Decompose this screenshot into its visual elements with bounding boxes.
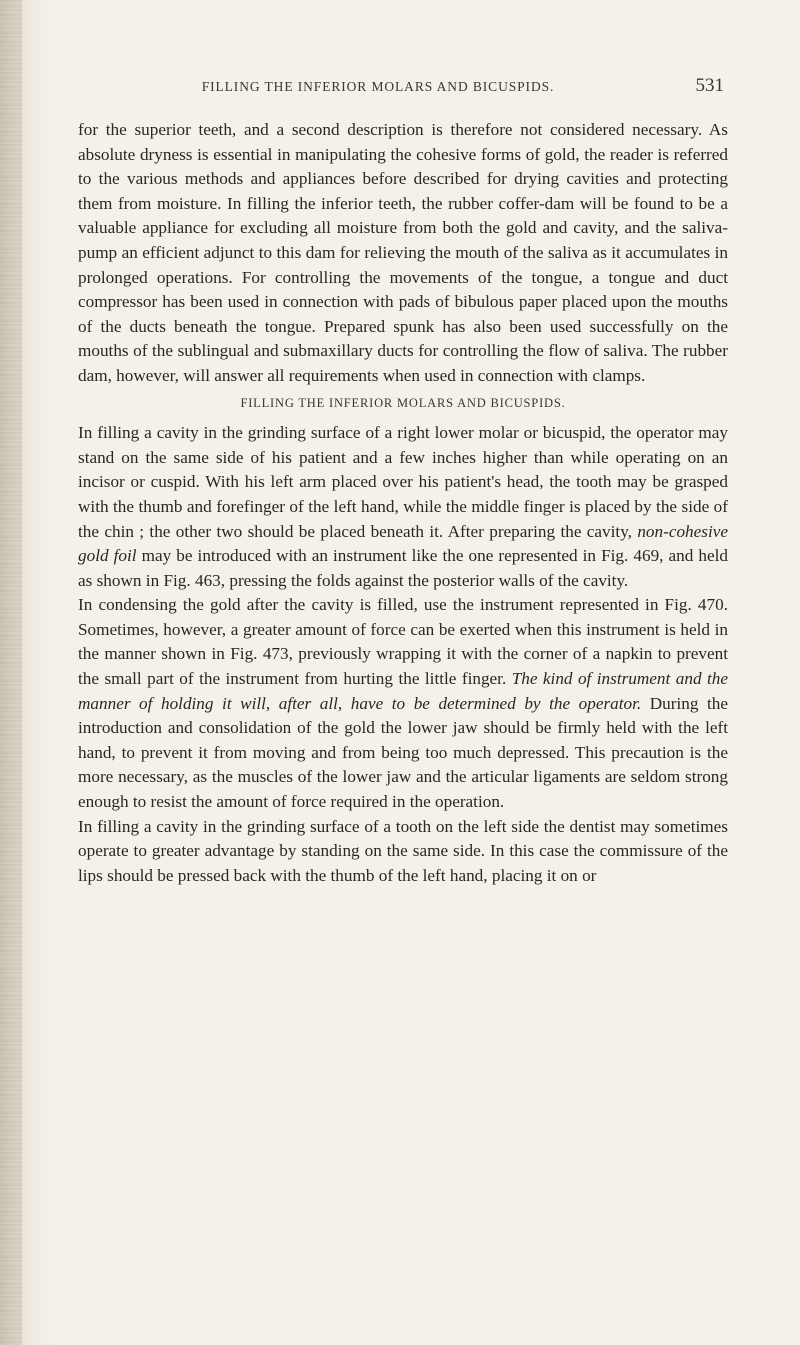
paragraph-1: for the superior teeth, and a second description is therefore not considered necessary. As absolute dryness is essential in manipulating the cohesive forms of gold, the reader is referred to the various methods and appliances before described for drying cavities and protecting them from moisture. In filling the inferior teeth, the rubber coffer-dam will be found to be a valuable appliance for excluding all moisture from both the gold and cavity, and the saliva-pump an efficient adjunct to this dam for relieving the mouth of the saliva as it accumulates in prolonged operations. For controlling the movements of the tongue, a tongue and duct compressor has been used in connection with pads of bibulous paper placed upon the mouths of the ducts beneath the tongue. Prepared spunk has also been used successfully on the mouths of the sublingual and submaxillary ducts for controlling the flow of saliva. The rubber dam, however, will answer all requirements when used in connection with clamps. [78,120,728,385]
paragraph-3-text-b: During the introduction and consolidation of the gold the lower jaw should be firmly held with the left hand, to prevent it from moving and from being too much depressed. This precaution is the more necessary, as the muscles of the lower jaw and the articular ligaments are seldom strong enough to resist the amount of force required in the operation. [78,693,728,812]
paragraph-2-text-b: may be introduced with an instrument like the one represented in Fig. 469, and held as shown in Fig. 463, pressing the folds against the posterior walls of the cavity. [78,546,728,590]
page-header [88,76,724,102]
paragraph-3-text-a: In condensing the gold after the cavity is filled, use the instrument represented in Fig. 470. Sometimes, however, a greater amount of force can be exerted when this instrument is held in the manner shown in Fig. 473, previously wrapping it with the corner of a napkin to prevent the small part of the instrument from hurting the little finger. [78,595,728,689]
page-number: 531 [695,75,724,96]
body-text [78,118,728,888]
paragraph-3 [78,593,728,814]
section-heading: FILLING THE INFERIOR MOLARS AND BICUSPIDS. [240,395,566,410]
paragraph-2 [78,421,728,593]
binding-gutter [0,0,22,1345]
running-head: FILLING THE INFERIOR MOLARS AND BICUSPIDS. [201,79,555,94]
paragraph-3-emphasis: The kind of instrument and the manner of holding it will, after all, have to be determined by the operator. [78,669,728,713]
paragraph-2-text-a: In filling a cavity in the grinding surface of a right lower molar or bicuspid, the operator may stand on the same side of his patient and a few inches higher than while operating on an incisor or cuspid. With his left arm placed over his patient's head, the tooth may be grasped with the thumb and forefinger of the left hand, while the middle finger is placed by the side of the chin ; the other two should be placed beneath it. After preparing the cavity, [78,423,728,541]
paragraph-2-emphasis: non-cohesive gold foil [78,521,728,566]
paragraph-4: In filling a cavity in the grinding surface of a tooth on the left side the dentist may sometimes operate to greater advantage by standing on the same side. In this case the commissure of the lips should be pressed back with the thumb of the left hand, placing it on or [78,816,728,885]
